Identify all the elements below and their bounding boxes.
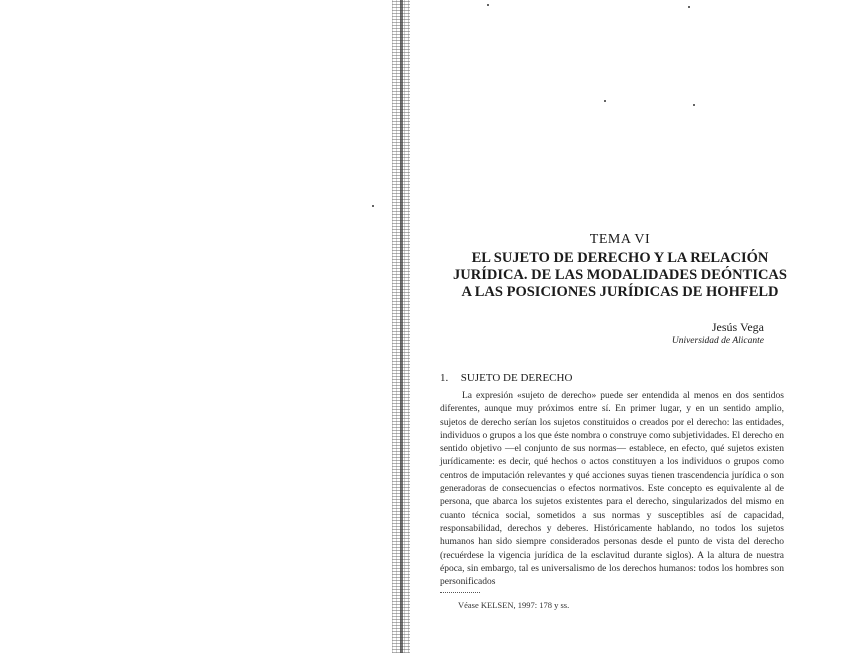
- title-line: A LAS POSICIONES JURÍDICAS DE HOHFELD: [461, 284, 779, 300]
- author-name: Jesús Vega: [711, 320, 764, 334]
- body-text: [440, 390, 784, 589]
- scan-speck: [693, 104, 695, 106]
- scan-speck: [604, 100, 606, 102]
- author-affiliation: Universidad de Alicante: [671, 336, 764, 346]
- footnote: Véase KELSEN, 1997: 178 y ss.: [458, 600, 570, 610]
- chapter-label: TEMA VI: [589, 232, 651, 247]
- title-line: JURÍDICA. DE LAS MODALIDADES DEÓNTICAS: [453, 267, 787, 283]
- section-title: SUJETO DE DERECHO: [460, 372, 573, 384]
- title-line: EL SUJETO DE DERECHO Y LA RELACIÓN: [471, 250, 769, 266]
- chapter-title: [440, 250, 800, 301]
- section-heading: [440, 372, 572, 384]
- paragraph: La expresión «sujeto de derecho» puede ser entendida al menos en dos sentidos diferentes, aunque muy próximos entre sí. En primer lugar, y en un sentido amplio, sujetos de derecho serían los sujetos constituidos o creados por el derecho: las entidades, individuos o grupos a los que éste nombra o construye como subjetividades. El derecho en sentido objetivo —el conjunto de sus normas— establece, en efecto, qué sujetos existen jurídicamente: es decir, qué hechos o actos constituyen a los individuos o grupos como centros de imputación relevantes y qué acciones suyas tienen trascendencia jurídica o son generadoras de consecuencias o efectos normativos. Este concepto es equivalente al de persona, que abarca los sujetos existentes para el derecho, singularizados del mismo en cuanto técnica social, sometidos a sus normas y susceptibles así de capacidad, responsabilidad, derechos y deberes. Históricamente hablando, no todos los sujetos humanos han sido siempre considerados personas desde el punto de vista del derecho (recuérdese la vigencia jurídica de la esclavitud durante siglos). A la altura de nuestra época, sin embargo, tal es universalismo de los derechos humanos: todos los hombres son personificados: [440, 391, 784, 588]
- binding-edge: [400, 0, 403, 653]
- scan-speck: [688, 6, 690, 8]
- author-block: [672, 320, 764, 348]
- footnote-rule: [440, 592, 480, 593]
- scan-speck: [372, 205, 374, 207]
- section-number: 1.: [440, 372, 449, 384]
- scan-speck: [487, 4, 489, 6]
